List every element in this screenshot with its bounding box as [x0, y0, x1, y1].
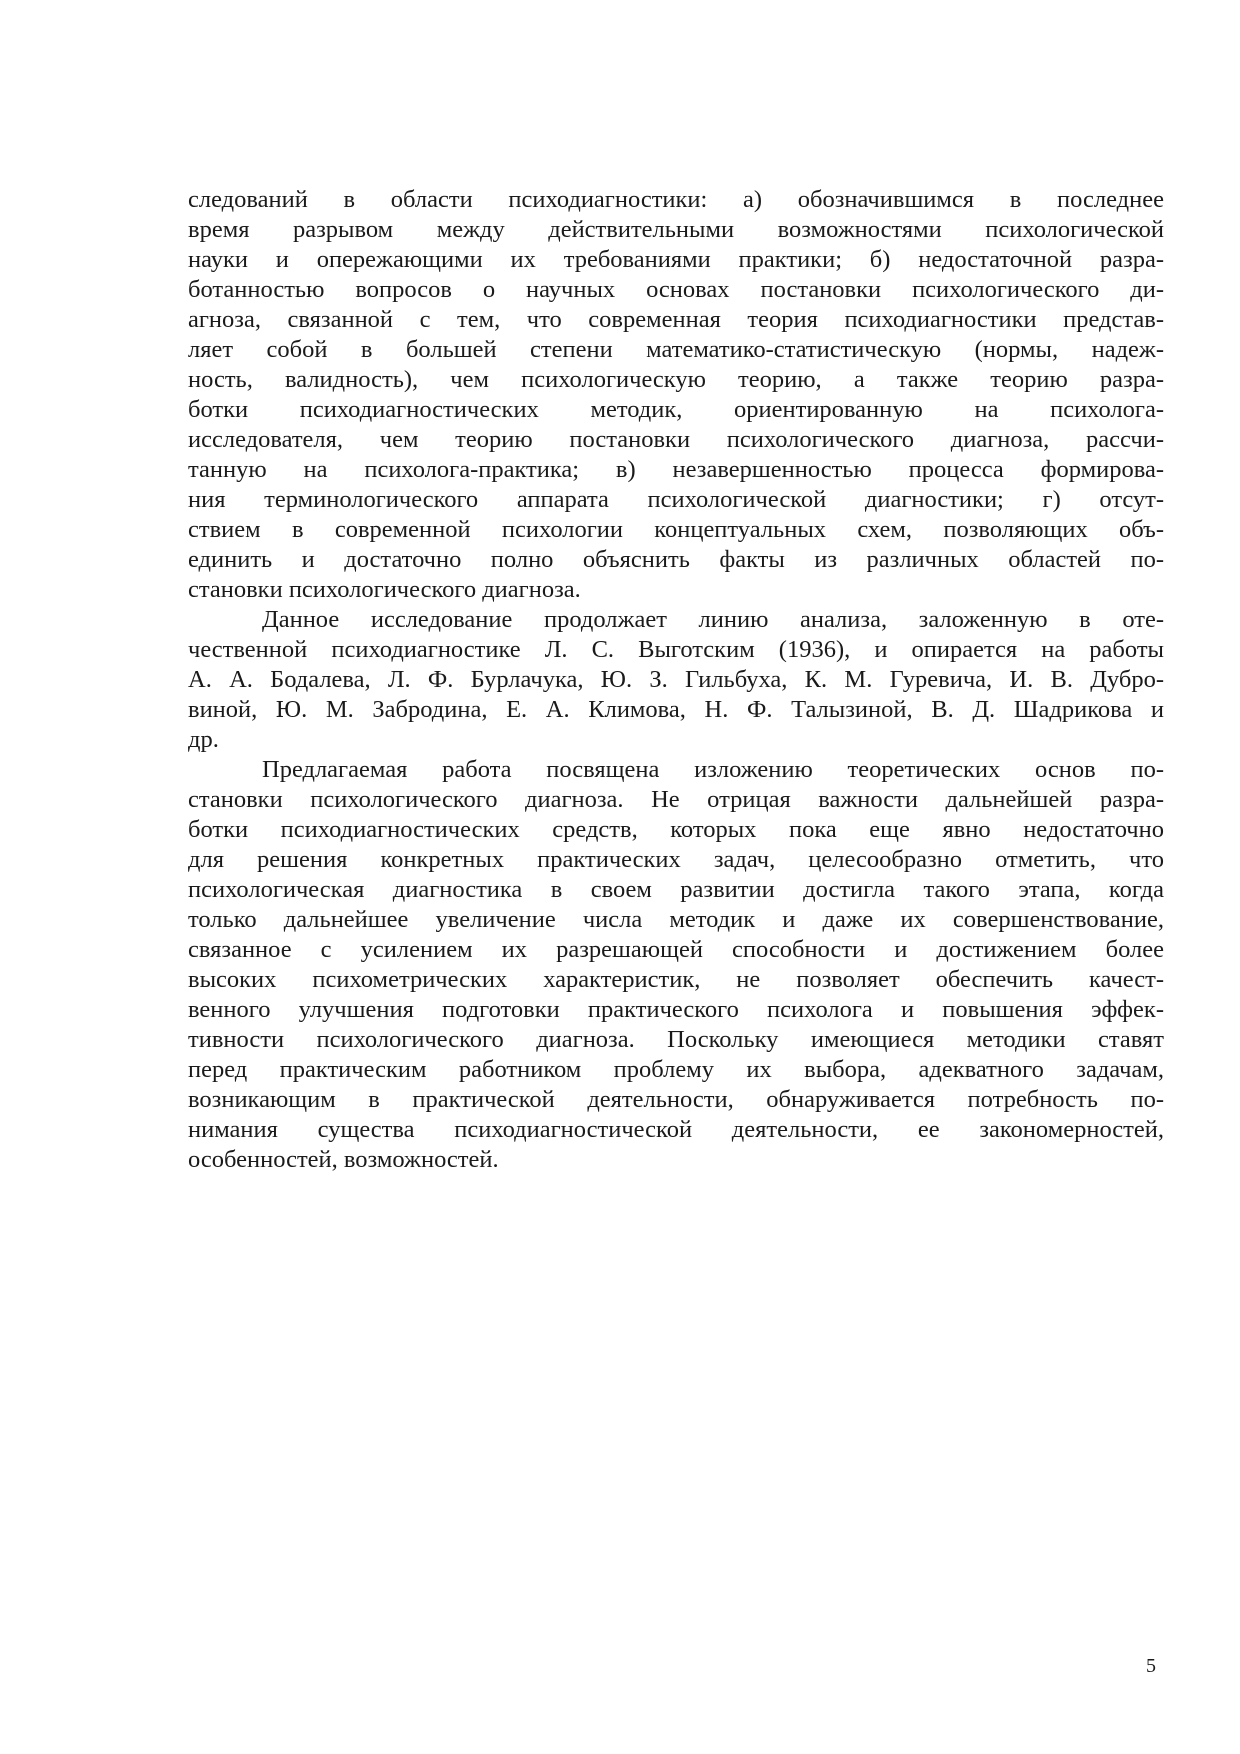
text-line: науки и опережающими их требованиями практики; б) недостаточной разра-: [188, 246, 1164, 273]
text-line: агноза, связанной с тем, что современная теория психодиагностики представ-: [188, 306, 1164, 333]
paragraph-1: [188, 185, 1164, 605]
text-line: для решения конкретных практических задач, целесообразно отметить, что: [188, 846, 1164, 873]
text-line: связанное с усилением их разрешающей способности и достижением более: [188, 936, 1164, 963]
text-line: перед практическим работником проблему их выбора, адекватного задачам,: [188, 1056, 1164, 1083]
text-line: танную на психолога-практика; в) незавершенностью процесса формирова-: [188, 456, 1164, 483]
text-line: следований в области психодиагностики: а) обозначившимся в последнее: [188, 186, 1164, 213]
text-line: становки психологического диагноза.: [188, 576, 581, 603]
text-line: ботанностью вопросов о научных основах постановки психологического ди-: [188, 276, 1164, 303]
text-line: ния терминологического аппарата психологической диагностики; г) отсут-: [188, 486, 1164, 513]
text-line: время разрывом между действительными возможностями психологической: [188, 216, 1164, 243]
paragraph-3: [188, 755, 1164, 1175]
text-line: тивности психологического диагноза. Поскольку имеющиеся методики ставят: [188, 1026, 1164, 1053]
page-number: 5: [1146, 1655, 1156, 1677]
text-line: А. А. Бодалева, Л. Ф. Бурлачука, Ю. З. Гильбуха, К. М. Гуревича, И. В. Дубро-: [188, 666, 1164, 693]
text-line: высоких психометрических характеристик, не позволяет обеспечить качест-: [188, 966, 1164, 993]
text-line: ность, валидность), чем психологическую теорию, а также теорию разра-: [188, 366, 1164, 393]
text-line: Предлагаемая работа посвящена изложению теоретических основ по-: [262, 756, 1164, 783]
text-line: чественной психодиагностике Л. С. Выготским (1936), и опирается на работы: [188, 636, 1164, 663]
paragraph-2: [188, 605, 1164, 755]
text-line: ляет собой в большей степени математико-статистическую (нормы, надеж-: [188, 336, 1164, 363]
text-line: возникающим в практической деятельности, обнаруживается потребность по-: [188, 1086, 1164, 1113]
text-line: ботки психодиагностических средств, которых пока еще явно недостаточно: [188, 816, 1164, 843]
text-line: становки психологического диагноза. Не отрицая важности дальнейшей разра-: [188, 786, 1164, 813]
text-line: только дальнейшее увеличение числа методик и даже их совершенствование,: [188, 906, 1164, 933]
text-line: ствием в современной психологии концептуальных схем, позволяющих объ-: [188, 516, 1164, 543]
body-text: [188, 185, 1164, 1175]
text-line: особенностей, возможностей.: [188, 1146, 499, 1173]
text-line: венного улучшения подготовки практического психолога и повышения эффек-: [188, 996, 1164, 1023]
text-line: др.: [188, 726, 219, 753]
text-line: единить и достаточно полно объяснить факты из различных областей по-: [188, 546, 1164, 573]
text-line: Данное исследование продолжает линию анализа, заложенную в оте-: [262, 606, 1164, 633]
text-line: нимания существа психодиагностической деятельности, ее закономерностей,: [188, 1116, 1164, 1143]
text-line: виной, Ю. М. Забродина, Е. А. Климова, Н. Ф. Талызиной, В. Д. Шадрикова и: [188, 696, 1164, 723]
text-line: психологическая диагностика в своем развитии достигла такого этапа, когда: [188, 876, 1164, 903]
text-line: ботки психодиагностических методик, ориентированную на психолога-: [188, 396, 1164, 423]
text-line: исследователя, чем теорию постановки психологического диагноза, рассчи-: [188, 426, 1164, 453]
